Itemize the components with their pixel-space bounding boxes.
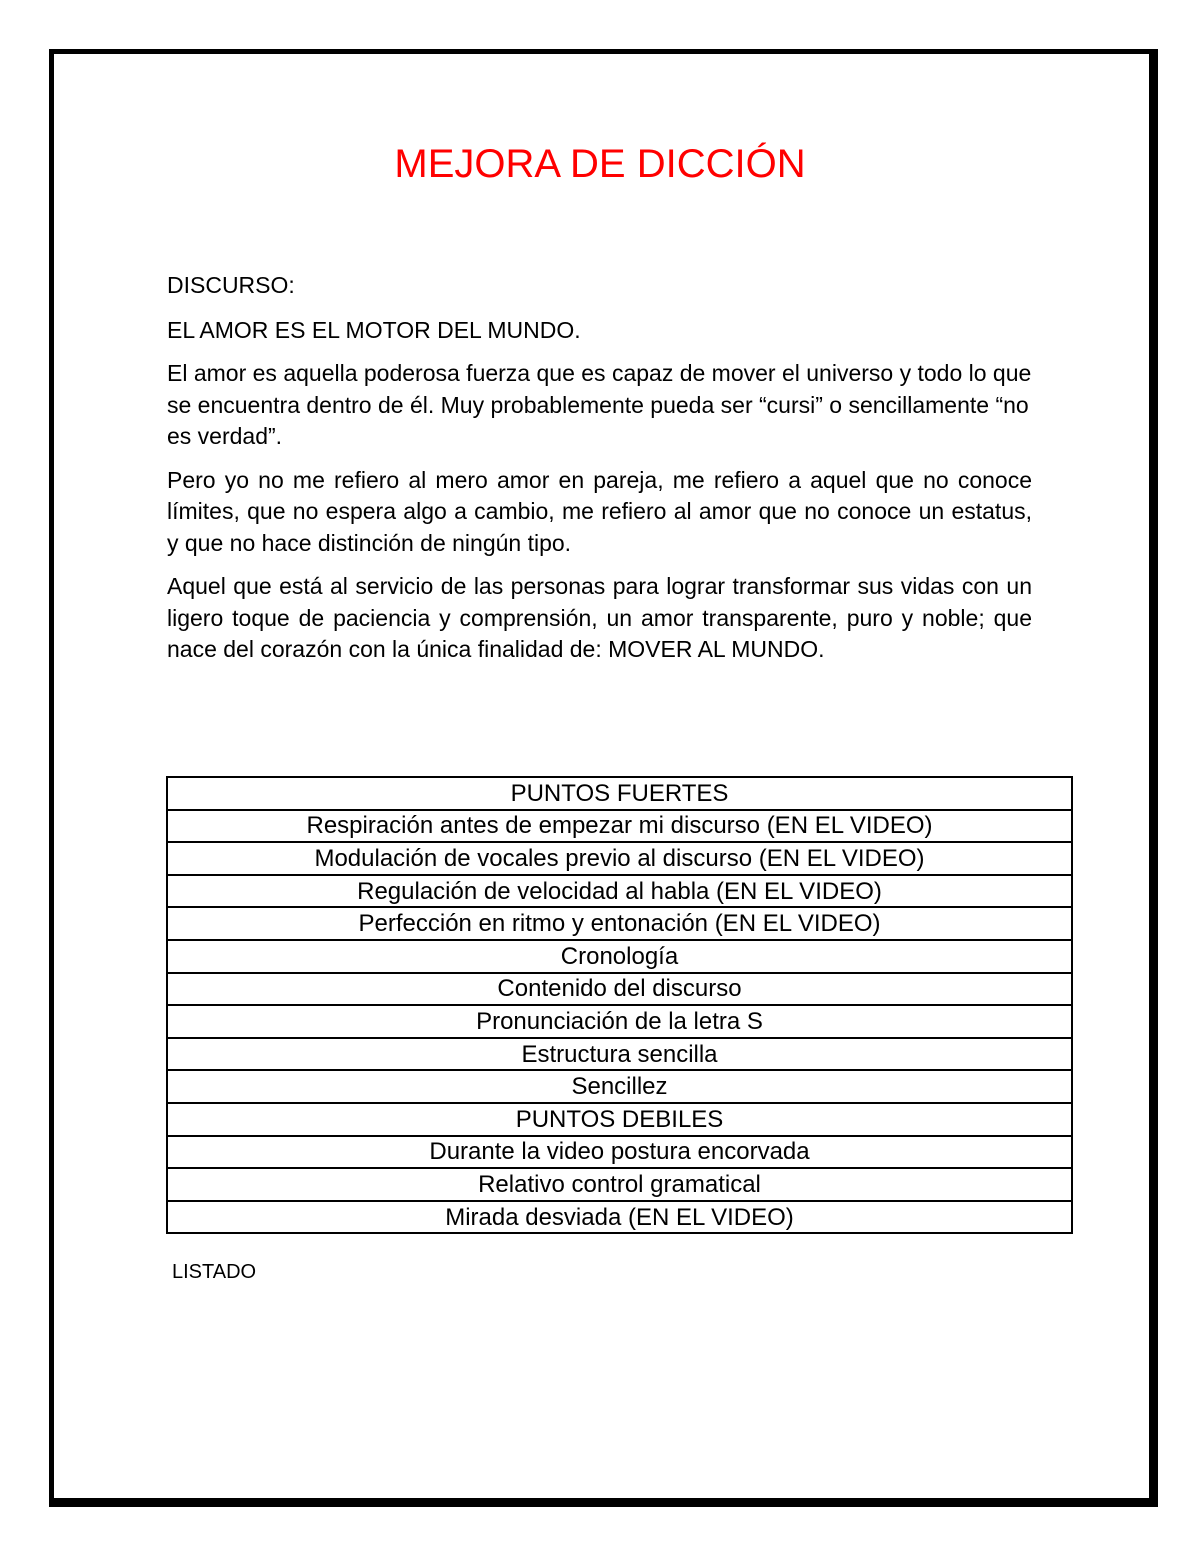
paragraph-1: El amor es aquella poderosa fuerza que es capaz de mover el universo y todo lo que se encuentra dentro de él. Muy probablemente pueda ser “cursi” o sencillamente “no es verdad”.	[167, 360, 1032, 449]
table-row	[167, 1005, 1072, 1038]
paragraph-2: Pero yo no me refiero al mero amor en pareja, me refiero a aquel que no conoce límites, que no espera algo a cambio, me refiero al amor que no conoce un estatus, y que no hace distinción de ningún tipo.	[167, 466, 1032, 556]
strength-item: Pronunciación de la letra S	[167, 1005, 1072, 1038]
table-row	[167, 1070, 1072, 1103]
table-row	[167, 875, 1072, 908]
table-row	[167, 810, 1072, 843]
strength-item: Cronología	[167, 940, 1072, 973]
table-row	[167, 1103, 1072, 1136]
strength-item: Contenido del discurso	[167, 973, 1072, 1006]
table-row	[167, 1201, 1072, 1234]
strength-item: Modulación de vocales previo al discurso (EN EL VIDEO)	[167, 842, 1072, 875]
weakness-item: Durante la video postura encorvada	[167, 1136, 1072, 1169]
table-caption: LISTADO	[172, 1261, 257, 1283]
strength-item: Estructura sencilla	[167, 1038, 1072, 1071]
weaknesses-header: PUNTOS DEBILES	[167, 1103, 1072, 1136]
points-table	[166, 776, 1073, 1234]
table-row	[167, 940, 1072, 973]
weakness-item: Relativo control gramatical	[167, 1168, 1072, 1201]
table-row	[167, 842, 1072, 875]
table-row	[167, 907, 1072, 940]
table-row	[167, 1168, 1072, 1201]
table-row	[167, 777, 1072, 810]
speech-content	[167, 270, 1032, 678]
paragraph-3: Aquel que está al servicio de las personas para lograr transformar sus vidas con un ligero toque de paciencia y comprensión, un amor transparente, puro y noble; que nace del corazón con la única finalidad de: MOVER AL MUNDO.	[167, 573, 1032, 662]
strengths-header: PUNTOS FUERTES	[167, 777, 1072, 810]
weakness-item: Mirada desviada (EN EL VIDEO)	[167, 1201, 1072, 1234]
table-row	[167, 973, 1072, 1006]
strength-item: Respiración antes de empezar mi discurso (EN EL VIDEO)	[167, 810, 1072, 843]
section-label: DISCURSO:	[167, 272, 295, 298]
table-row	[167, 1136, 1072, 1169]
table-row	[167, 1038, 1072, 1071]
strength-item: Perfección en ritmo y entonación (EN EL VIDEO)	[167, 907, 1072, 940]
strength-item: Sencillez	[167, 1070, 1072, 1103]
strength-item: Regulación de velocidad al habla (EN EL VIDEO)	[167, 875, 1072, 908]
speech-title: EL AMOR ES EL MOTOR DEL MUNDO.	[167, 316, 581, 343]
document-title: MEJORA DE DICCIÓN	[394, 142, 806, 186]
